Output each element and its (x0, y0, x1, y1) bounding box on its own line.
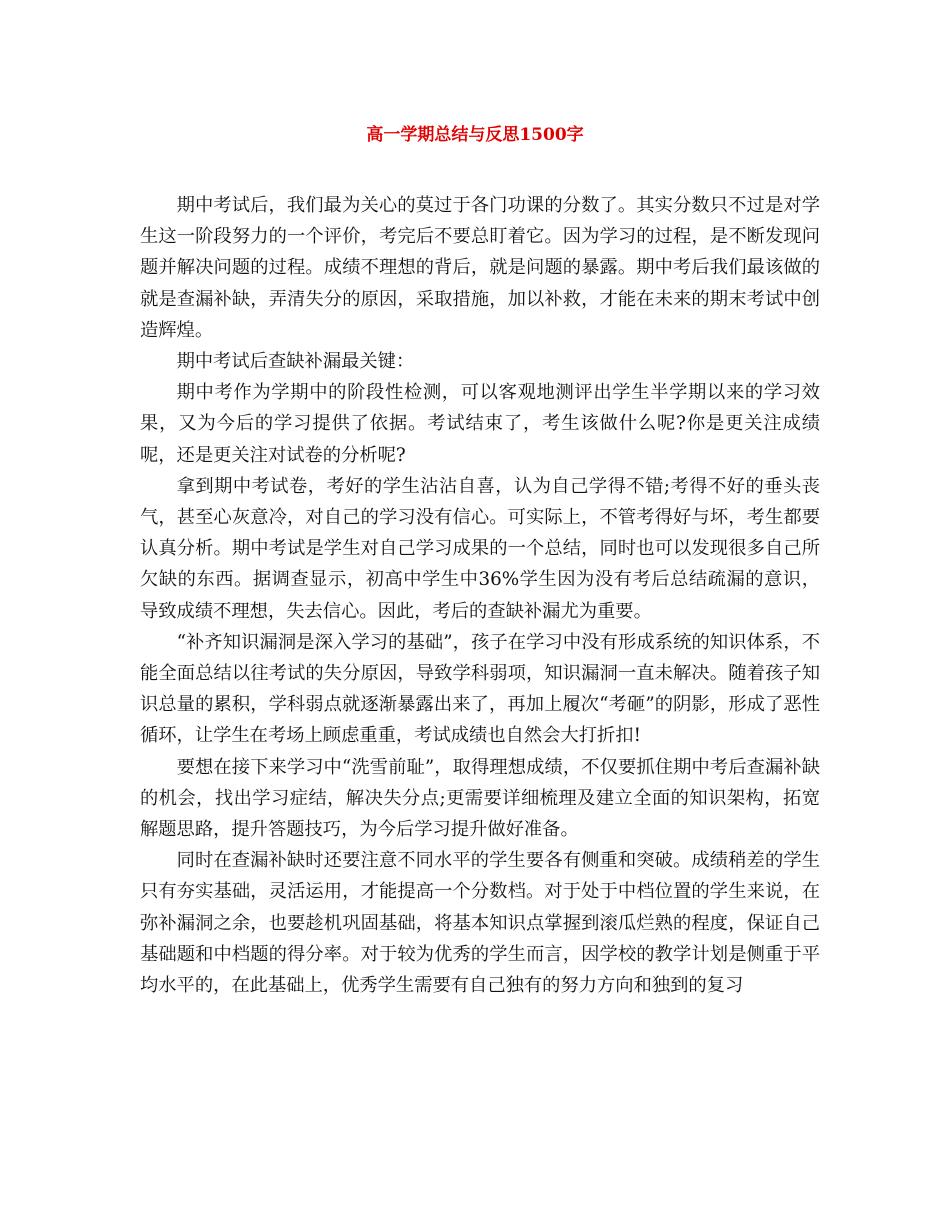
document-title: 高一学期总结与反思1500字 (366, 125, 584, 145)
paragraph: 要想在接下来学习中“洗雪前耻”，取得理想成绩，不仅要抓住期中考后查漏补缺的机会，找出学习症结，解决失分点;更需要详细梳理及建立全面的知识架构，拓宽解题思路，提升答题技巧，为今后学习提升做好准备。 (140, 756, 820, 841)
paragraph: 同时在查漏补缺时还要注意不同水平的学生要各有侧重和突破。成绩稍差的学生只有夯实基础，灵活运用，才能提高一个分数档。对于处于中档位置的学生来说，在弥补漏洞之余，也要趁机巩固基础，将基本知识点掌握到滚瓜烂熟的程度，保证自己基础题和中档题的得分率。对于较为优秀的学生而言，因学校的教学计划是侧重于平均水平的，在此基础上，优秀学生需要有自己独有的努力方向和独到的复习 (140, 850, 820, 997)
paragraph: 期中考试后查缺补漏最关键： (176, 351, 415, 373)
document-body (140, 190, 820, 1001)
paragraph: “补齐知识漏洞是深入学习的基础”，孩子在学习中没有形成系统的知识体系，不能全面总结以往考试的失分原因，导致学科弱项，知识漏洞一直未解决。随着孩子知识总量的累积，学科弱点就逐渐暴露出来了，再加上履次“考砸”的阴影，形成了恶性循环，让学生在考场上顾虑重重，考试成绩也自然会大打折扣! (140, 631, 820, 747)
paragraph: 期中考作为学期中的阶段性检测，可以客观地测评出学生半学期以来的学习效果，又为今后的学习提供了依据。考试结束了，考生该做什么呢?你是更关注成绩呢，还是更关注对试卷的分析呢? (140, 382, 820, 466)
paragraph: 期中考试后，我们最为关心的莫过于各门功课的分数了。其实分数只不过是对学生这一阶段努力的一个评价，考完后不要总盯着它。因为学习的过程，是不断发现问题并解决问题的过程。成绩不理想的背后，就是问题的暴露。期中考后我们最该做的就是查漏补缺，弄清失分的原因，采取措施，加以补救，才能在未来的期末考试中创造辉煌。 (140, 195, 820, 341)
paragraph: 拿到期中考试卷，考好的学生沾沾自喜，认为自己学得不错;考得不好的垂头丧气，甚至心灰意冷，对自己的学习没有信心。可实际上，不管考得好与坏，考生都要认真分析。期中考试是学生对自己学习成果的一个总结，同时也可以发现很多自己所欠缺的东西。据调查显示，初高中学生中36%学生因为没有考后总结疏漏的意识，导致成绩不理想，失去信心。因此，考后的查缺补漏尤为重要。 (140, 475, 820, 622)
